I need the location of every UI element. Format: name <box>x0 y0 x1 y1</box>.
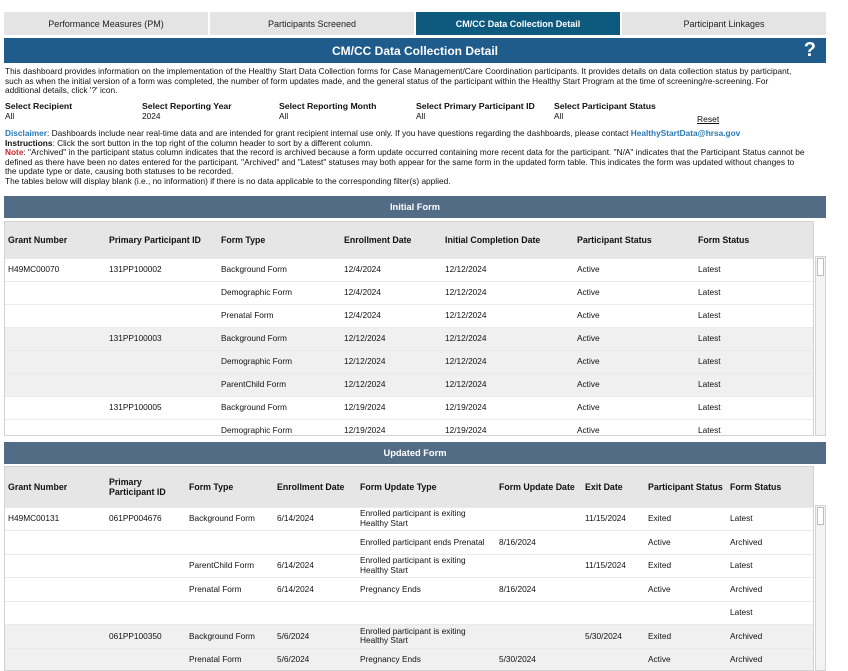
initial-form-table-container <box>4 221 814 436</box>
table-row <box>5 304 814 327</box>
tab-participants-screened[interactable]: Participants Screened <box>210 12 414 35</box>
cell-enrollment-date: 12/12/2024 <box>341 327 442 350</box>
cell-form-status: Archived <box>727 578 814 602</box>
updated-form-table-container <box>4 466 814 671</box>
filter-participant-status-value[interactable]: All <box>554 110 564 121</box>
cell-form-type: ParentChild Form <box>186 554 274 578</box>
cell-form-type: Prenatal Form <box>218 304 341 327</box>
filter-reporting-month-value[interactable]: All <box>279 110 289 121</box>
cell-form-update-date: 8/16/2024 <box>496 531 582 555</box>
cell-form-status: Archived <box>727 625 814 649</box>
cell-enrollment-date: 5/6/2024 <box>274 625 357 649</box>
filter-reporting-year[interactable] <box>142 102 274 121</box>
cell-primary-participant-id <box>106 578 186 602</box>
initial-form-section-header <box>4 196 826 218</box>
cell-form-update-type: Enrolled participant is exiting Healthy Start <box>357 554 496 578</box>
contact-email-link[interactable]: HealthyStartData@hrsa.gov <box>630 128 741 138</box>
cell-form-status: Latest <box>695 327 814 350</box>
cell-form-status: Latest <box>695 281 814 304</box>
cell-grant-number <box>5 304 106 327</box>
initial-form-scrollbar-thumb[interactable] <box>817 258 824 276</box>
cell-participant-status: Active <box>574 350 695 373</box>
cell-form-update-date: 5/30/2024 <box>496 648 582 671</box>
help-icon[interactable]: ? <box>803 39 816 61</box>
table-row <box>5 601 814 625</box>
cell-grant-number <box>5 531 106 555</box>
instructions-text: : Click the sort button in the top right of the column header to sort by a different column. <box>52 137 373 148</box>
table-row <box>5 554 814 578</box>
column-header-form-update-type[interactable]: Form Update Type <box>357 467 496 507</box>
cell-grant-number <box>5 625 106 649</box>
table-row <box>5 507 814 531</box>
cell-grant-number <box>5 396 106 419</box>
tab-bar <box>4 12 826 35</box>
page-title-banner <box>4 38 826 63</box>
updated-form-table <box>5 467 814 671</box>
cell-primary-participant-id <box>106 554 186 578</box>
cell-form-update-type: Enrolled participant is exiting Healthy Start <box>357 507 496 531</box>
cell-form-status: Latest <box>727 554 814 578</box>
cell-participant-status: Active <box>574 281 695 304</box>
cell-enrollment-date <box>274 531 357 555</box>
cell-form-status: Latest <box>695 419 814 436</box>
cell-initial-completion-date: 12/12/2024 <box>442 281 574 304</box>
column-header-primary-participant-id[interactable]: Primary Participant ID <box>106 222 218 258</box>
filter-primary-participant-id-label: Select Primary Participant ID <box>416 101 535 111</box>
initial-form-title: Initial Form <box>389 202 441 212</box>
cell-form-type: Demographic Form <box>218 419 341 436</box>
column-header-grant-number[interactable]: Grant Number <box>5 222 106 258</box>
cell-primary-participant-id <box>106 531 186 555</box>
cell-primary-participant-id: 061PP100350 <box>106 625 186 649</box>
cell-exit-date: 11/15/2024 <box>582 507 645 531</box>
cell-form-type: Prenatal Form <box>186 648 274 671</box>
table-row <box>5 281 814 304</box>
cell-enrollment-date: 12/19/2024 <box>341 419 442 436</box>
cell-form-status: Latest <box>695 258 814 281</box>
filter-reporting-year-value[interactable]: 2024 <box>142 110 161 121</box>
cell-participant-status: Active <box>574 258 695 281</box>
cell-initial-completion-date: 12/19/2024 <box>442 419 574 436</box>
cell-primary-participant-id: 061PP004676 <box>106 507 186 531</box>
table-row <box>5 373 814 396</box>
tab-participant-linkages[interactable]: Participant Linkages <box>622 12 826 35</box>
cell-participant-status: Active <box>645 648 727 671</box>
table-row <box>5 419 814 436</box>
cell-primary-participant-id <box>106 350 218 373</box>
cell-grant-number: H49MC00070 <box>5 258 106 281</box>
column-header-grant-number[interactable]: Grant Number <box>5 467 106 507</box>
table-row <box>5 350 814 373</box>
cell-form-type: Demographic Form <box>218 281 341 304</box>
cell-form-type: Background Form <box>186 507 274 531</box>
cell-grant-number: H49MC00131 <box>5 507 106 531</box>
cell-participant-status: Active <box>574 373 695 396</box>
tab-performance-measures[interactable]: Performance Measures (PM) <box>4 12 208 35</box>
cell-form-update-date <box>496 554 582 578</box>
column-header-participant-status[interactable]: Participant Status <box>645 467 727 507</box>
disclaimer-label: Disclaimer <box>5 128 47 138</box>
cell-grant-number <box>5 419 106 436</box>
column-header-exit-date[interactable]: Exit Date <box>582 467 645 507</box>
filter-recipient[interactable] <box>5 102 137 121</box>
cell-primary-participant-id <box>106 419 218 436</box>
updated-form-scrollbar-thumb[interactable] <box>817 507 824 525</box>
table-row <box>5 531 814 555</box>
column-header-form-type[interactable]: Form Type <box>186 467 274 507</box>
cell-form-status: Latest <box>727 601 814 625</box>
cell-enrollment-date: 12/4/2024 <box>341 304 442 327</box>
cell-primary-participant-id: 131PP100005 <box>106 396 218 419</box>
cell-form-type: ParentChild Form <box>218 373 341 396</box>
cell-primary-participant-id <box>106 648 186 671</box>
column-header-primary-participant-id[interactable]: Primary Participant ID <box>106 467 186 507</box>
cell-grant-number <box>5 327 106 350</box>
filter-reporting-year-label: Select Reporting Year <box>142 101 232 111</box>
cell-grant-number <box>5 554 106 578</box>
updated-form-scrollbar[interactable] <box>815 505 826 671</box>
column-header-participant-status[interactable]: Participant Status <box>574 222 695 258</box>
column-header-initial-completion-date[interactable]: Initial Completion Date <box>442 222 574 258</box>
cell-initial-completion-date: 12/12/2024 <box>442 258 574 281</box>
filter-recipient-label: Select Recipient <box>5 101 73 111</box>
cell-form-type: Background Form <box>218 258 341 281</box>
filter-reporting-month-label: Select Reporting Month <box>279 101 377 111</box>
cell-enrollment-date: 12/4/2024 <box>341 258 442 281</box>
cell-form-type: Background Form <box>218 327 341 350</box>
table-header-row <box>5 222 814 258</box>
cell-form-update-date <box>496 601 582 625</box>
cell-primary-participant-id: 131PP100002 <box>106 258 218 281</box>
cell-form-update-type: Enrolled participant is exiting Healthy Start <box>357 625 496 649</box>
cell-exit-date <box>582 601 645 625</box>
cell-participant-status <box>645 601 727 625</box>
table-row <box>5 327 814 350</box>
table-row <box>5 625 814 649</box>
cell-form-update-type: Enrolled participant ends Prenatal <box>357 531 496 555</box>
cell-form-type: Background Form <box>186 625 274 649</box>
cell-enrollment-date: 6/14/2024 <box>274 578 357 602</box>
cell-exit-date: 5/30/2024 <box>582 625 645 649</box>
cell-participant-status: Active <box>574 304 695 327</box>
table-header-row <box>5 467 814 507</box>
cell-participant-status: Active <box>645 578 727 602</box>
cell-form-type: Demographic Form <box>218 350 341 373</box>
cell-participant-status: Active <box>645 531 727 555</box>
cell-form-type <box>186 531 274 555</box>
cell-exit-date <box>582 578 645 602</box>
note-text: : "Archived" in the participant status column indicates that the record is archived because a form update occurred containing more recent data for the participant. "N/A" indicates that the Participant Status cannot be defined as there have been no dates entered for the participant. "Archived" and "Latest" statuses may both appear for the same form in the updated form table. This indicates the form was updated without changes to the update type or date, causing both statuses to be recorded. <box>5 147 805 177</box>
cell-form-status: Latest <box>727 507 814 531</box>
cell-participant-status: Active <box>574 419 695 436</box>
cell-form-update-type <box>357 601 496 625</box>
cell-form-status: Latest <box>695 396 814 419</box>
cell-form-update-type: Pregnancy Ends <box>357 648 496 671</box>
cell-exit-date <box>582 648 645 671</box>
cell-grant-number <box>5 578 106 602</box>
column-header-form-status[interactable]: Form Status <box>695 222 814 258</box>
cell-enrollment-date: 12/12/2024 <box>341 350 442 373</box>
cell-participant-status: Exited <box>645 507 727 531</box>
cell-enrollment-date: 6/14/2024 <box>274 507 357 531</box>
table-row <box>5 258 814 281</box>
cell-form-type: Prenatal Form <box>186 578 274 602</box>
disclaimer-text: : Dashboards include near real-time data and are intended for grant recipient internal use only. If you have questions regarding the dashboards, please contact <box>46 128 631 138</box>
note-label: Note <box>5 147 24 158</box>
cell-participant-status: Active <box>574 396 695 419</box>
column-header-enrollment-date[interactable]: Enrollment Date <box>341 222 442 258</box>
cell-grant-number <box>5 350 106 373</box>
instructions-label: Instructions <box>5 137 53 148</box>
cell-participant-status: Exited <box>645 554 727 578</box>
dashboard-description: This dashboard provides information on the implementation of the Healthy Start Data Collection forms for Case Management/Care Coordination participants. It provides details on data collection status by participant, such as when the initial version of a form was completed, the number of form updates made, and the general status of the participant within the Healthy Start Program at the time of screening/re-screening. For additional details, click '?' icon. <box>5 66 792 95</box>
table-row <box>5 578 814 602</box>
cell-form-status: Latest <box>695 350 814 373</box>
column-header-form-update-date[interactable]: Form Update Date <box>496 467 582 507</box>
filter-reporting-month[interactable] <box>279 102 411 121</box>
cell-enrollment-date: 6/14/2024 <box>274 554 357 578</box>
cell-primary-participant-id <box>106 281 218 304</box>
column-header-enrollment-date[interactable]: Enrollment Date <box>274 467 357 507</box>
cell-form-status: Latest <box>695 304 814 327</box>
cell-enrollment-date <box>274 601 357 625</box>
cell-grant-number <box>5 648 106 671</box>
cell-participant-status: Active <box>574 327 695 350</box>
updated-form-section-header <box>4 442 826 464</box>
cell-grant-number <box>5 281 106 304</box>
cell-initial-completion-date: 12/19/2024 <box>442 396 574 419</box>
cell-exit-date <box>582 531 645 555</box>
cell-grant-number <box>5 373 106 396</box>
reset-button[interactable]: Reset <box>697 114 720 124</box>
cell-form-status: Latest <box>695 373 814 396</box>
cell-form-update-date <box>496 625 582 649</box>
column-header-form-status[interactable]: Form Status <box>727 467 814 507</box>
filter-primary-participant-id[interactable] <box>416 102 554 121</box>
cell-participant-status: Exited <box>645 625 727 649</box>
cell-form-type: Background Form <box>218 396 341 419</box>
table-row <box>5 648 814 671</box>
cell-primary-participant-id <box>106 373 218 396</box>
blank-table-text: The tables below will display blank (i.e., no information) if there is no data applicable to the corresponding filter(s) applied. <box>5 175 451 186</box>
cell-form-type <box>186 601 274 625</box>
cell-grant-number <box>5 601 106 625</box>
cell-initial-completion-date: 12/12/2024 <box>442 304 574 327</box>
cell-form-update-type: Pregnancy Ends <box>357 578 496 602</box>
column-header-form-type[interactable]: Form Type <box>218 222 341 258</box>
cell-form-update-date <box>496 507 582 531</box>
cell-initial-completion-date: 12/12/2024 <box>442 327 574 350</box>
cell-form-update-date: 8/16/2024 <box>496 578 582 602</box>
cell-initial-completion-date: 12/12/2024 <box>442 350 574 373</box>
cell-form-status: Archived <box>727 648 814 671</box>
page-title: CM/CC Data Collection Detail <box>331 43 499 58</box>
cell-exit-date: 11/15/2024 <box>582 554 645 578</box>
cell-enrollment-date: 5/6/2024 <box>274 648 357 671</box>
filter-primary-participant-id-value[interactable]: All <box>416 110 426 121</box>
filter-participant-status[interactable] <box>554 102 686 121</box>
cell-form-status: Archived <box>727 531 814 555</box>
table-row <box>5 396 814 419</box>
filter-recipient-value[interactable]: All <box>5 110 15 121</box>
cell-enrollment-date: 12/4/2024 <box>341 281 442 304</box>
filter-participant-status-label: Select Participant Status <box>554 101 656 111</box>
cell-primary-participant-id: 131PP100003 <box>106 327 218 350</box>
cell-primary-participant-id <box>106 304 218 327</box>
initial-form-table <box>5 222 814 436</box>
cell-enrollment-date: 12/12/2024 <box>341 373 442 396</box>
tab-cmcc-data-collection-detail[interactable]: CM/CC Data Collection Detail <box>416 12 620 35</box>
updated-form-title: Updated Form <box>383 448 447 458</box>
notice-block <box>5 129 805 187</box>
cell-primary-participant-id <box>106 601 186 625</box>
cell-initial-completion-date: 12/12/2024 <box>442 373 574 396</box>
cell-enrollment-date: 12/19/2024 <box>341 396 442 419</box>
initial-form-scrollbar[interactable] <box>815 256 826 436</box>
